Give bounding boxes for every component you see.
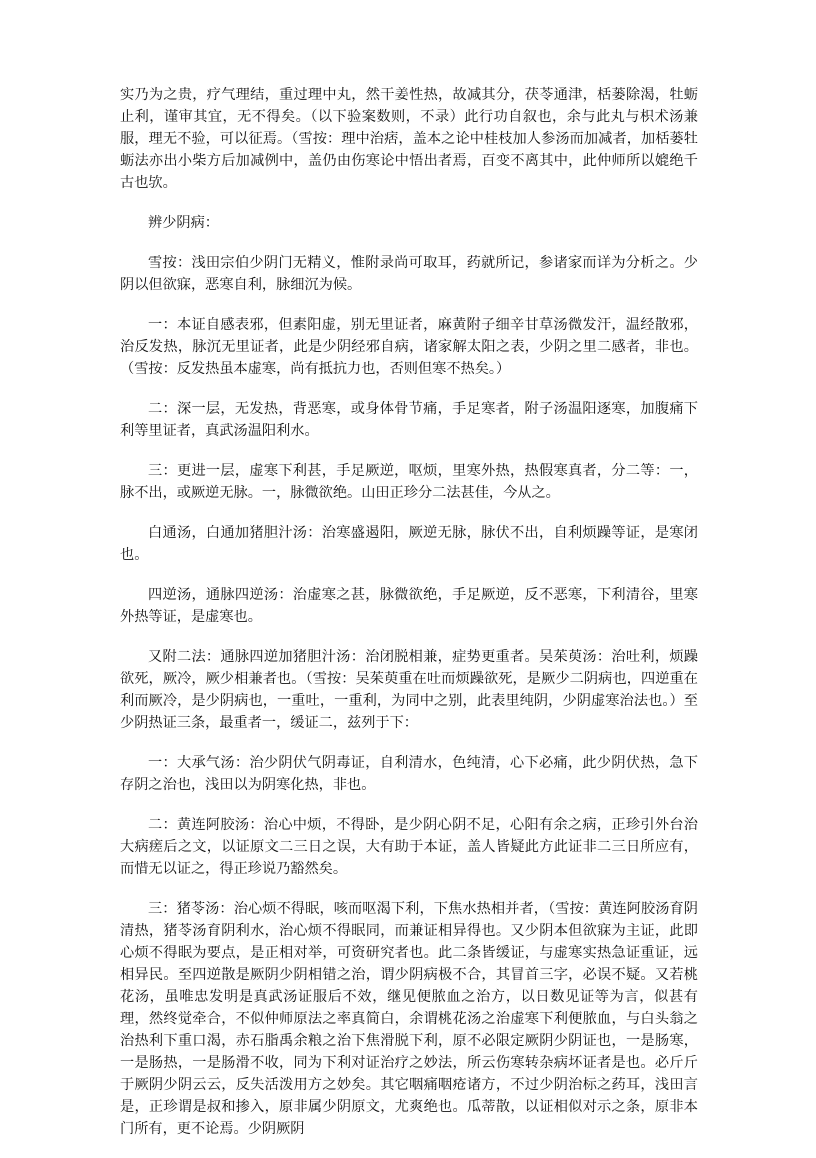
paragraph-heat-3: 三：猪苓汤：治心烦不得眠，咳而呕渴下利，下焦水热相并者，（雪按：黄连阿胶汤育阴清热，猪苓汤育阴利水，治心烦不得眠同，而兼证相异得也。又少阴本但欲寐为主证，此即心烦不得眠为要点，是正相对举，可资研究者也。此二条皆缓证，与虚寒实热急证重证，远相异民。至四逆散是厥阴少阴相错之治，谓少阴病极不合，其冒首三字，必误不疑。又若桃花汤，虽唯忠发明是真武汤证服后不效，继见便脓血之治方，以日数见证等为言，似甚有理，然终觉牵合，不似仲师原法之率真简白，余谓桃花汤之治虚寒下利便脓血，与白头翁之治热利下重口渴，赤石脂禹余粮之治下焦滑脱下利，原不必限定厥阴少阴证也，一是肠寒，一是肠热，一是肠滑不收，同为下利对证治疗之妙法，所云伤寒转杂病坏证者是也。必斤斤于厥阴少阴云云，反失活泼用方之妙矣。其它咽痛咽疮诸方，不过少阴治标之药耳，浅田言是，正珍谓是叔和掺入，原非属少阴原文，尤爽绝也。瓜蒂散，以证相似对示之条，原非本门所有，更不论焉。少阴厥阴 [120,901,698,1137]
paragraph-heat-2: 二：黄连阿胶汤：治心中烦，不得卧，是少阴心阴不足，心阳有余之病，正珍引外台治大病瘥后之文，以证原文二三日之误，大有助于本证，盖人皆疑此方此证非二三日所应有，而惜无以证之，得正珍说乃豁然矣。 [120,817,698,877]
paragraph-item-2: 二：深一层，无发热，背恶寒，或身体骨节痛，手足寒者，附子汤温阳逐寒，加腹痛下利等里证者，真武汤温阳利水。 [120,401,698,439]
paragraph-heat-1: 一：大承气汤：治少阴伏气阴毒证，自利清水，色纯清，心下必痛，此少阴伏热，急下存阴之治也，浅田以为阴寒化热，非也。 [120,755,698,793]
document-page [120,84,698,1158]
paragraph-note: 雪按：浅田宗伯少阴门无精义，惟附录尚可取耳，药就所记，参诸家而详为分析之。少阴以但欲寐，恶寒自利，脉细沉为候。 [120,255,698,293]
paragraph-intro: 实乃为之贵，疗气理结，重过理中丸，然干姜性热，故减其分，茯苓通津，栝蒌除渴，牡蛎止利，谨审其宜，无不得矣。（以下验案数则，不录）此行功自叙也，余与此丸与枳术汤兼服，理无不验，可以征焉。（雪按：理中治痞，盖本之论中桂枝加人参汤而加减者，加栝蒌牡蛎法亦出小柴方后加减例中，盖仍由伤寒论中悟出者焉，百变不离其中，此仲师所以媲绝千古也欤。 [120,87,698,191]
section-heading-shaoyin: 辨少阴病： [148,215,219,231]
paragraph-appendix: 又附二法：通脉四逆加猪胆汁汤：治闭脱相兼，症势更重者。吴茱萸汤：治吐利，烦躁欲死，厥冷，厥少相兼者也。（雪按：吴茱萸重在吐而烦躁欲死，是厥少二阴病也，四逆重在利而厥冷，是少阴病也，一重吐，一重利，为同中之别，此表里纯阴，少阴虚寒治法也。）至少阴热证三条，最重者一，缓证二，兹列于下： [120,649,698,731]
paragraph-item-3: 三：更进一层，虚寒下利甚，手足厥逆，呕烦，里寒外热，热假寒真者，分二等：一，脉不出，或厥逆无脉。一，脉微欲绝。山田正珍分二法甚佳，今从之。 [120,463,698,501]
paragraph-sini: 四逆汤，通脉四逆汤：治虚寒之甚，脉微欲绝，手足厥逆，反不恶寒，下利清谷，里寒外热等证，是虚寒也。 [120,587,698,625]
paragraph-item-1: 一：本证自感表邪，但素阳虚，别无里证者，麻黄附子细辛甘草汤微发汗，温经散邪，治反发热，脉沉无里证者，此是少阴经邪自病，诸家解太阳之表，少阴之里二感者，非也。（雪按：反发热虽本虚寒，尚有抵抗力也，否则但寒不热矣。） [120,317,698,377]
paragraph-baitong: 白通汤，白通加猪胆汁汤：治寒盛遏阳，厥逆无脉，脉伏不出，自利烦躁等证，是寒闭也。 [120,525,698,563]
